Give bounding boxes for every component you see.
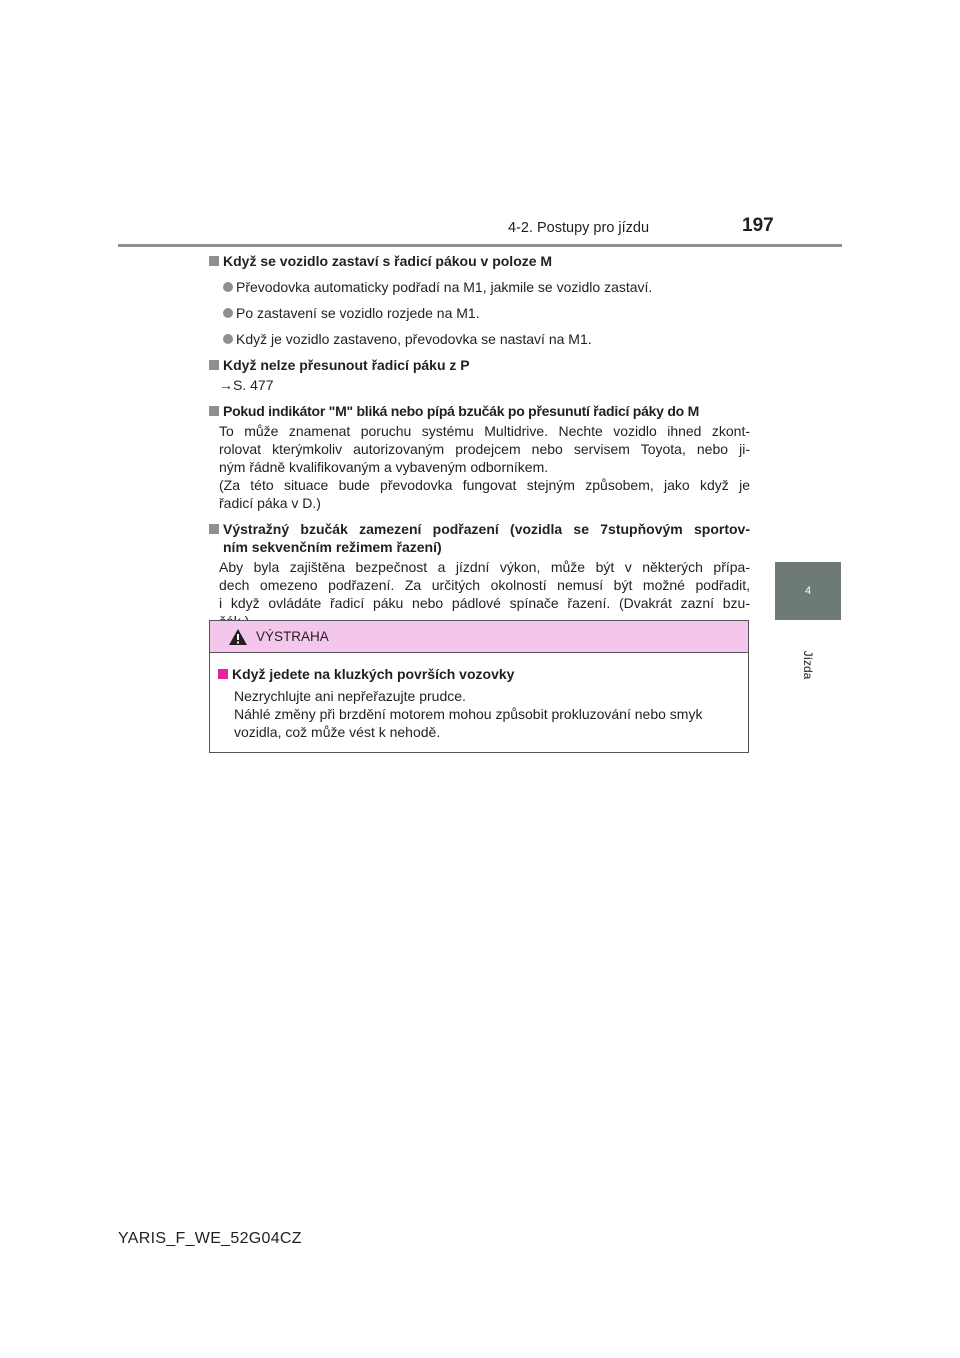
heading-text (223, 520, 750, 556)
section-heading (209, 520, 750, 556)
round-bullet-icon (223, 334, 233, 344)
chapter-number: 4 (804, 585, 812, 597)
footer-code: YARIS_F_WE_52G04CZ (118, 1230, 302, 1247)
warning-header (210, 621, 748, 653)
paragraph-line: rolovat kterýmkoliv autorizovaným prodejcem nebo servisem Toyota, nebo ji- (219, 441, 750, 457)
list-item-text: Převodovka automaticky podřadí na M1, jakmile se vozidlo zastaví. (236, 279, 653, 295)
square-bullet-icon (209, 360, 219, 370)
heading-line: Výstražný bzučák zamezení podřazení (vozidla se 7stupňovým sportov- (223, 521, 750, 537)
paragraph-line: řadicí páka v D.) (219, 495, 321, 511)
square-bullet-icon (209, 406, 219, 416)
paragraph-line: dech omezeno podřazení. Za určitých okolností nemusí být možné podřadit, (219, 577, 750, 593)
page-number: 197 (742, 215, 774, 236)
heading-text: Když jedete na kluzkých površích vozovky (232, 666, 515, 682)
heading-text: Pokud indikátor "M" bliká nebo pípá bzučák po přesunutí řadicí páky do M (223, 403, 700, 419)
paragraph-line: i když ovládáte řadicí páku nebo pádlové spínače řazení. (Dvakrát zazní bzu- (219, 595, 750, 611)
round-bullet-icon (223, 308, 233, 318)
header-rule (118, 244, 842, 247)
warning-line: Náhlé změny při brzdění motorem mohou způsobit prokluzování nebo smyk (234, 706, 703, 722)
section-cannot-shift-from-p (209, 356, 750, 394)
list-item-text: Když je vozidlo zastaveno, převodovka se nastaví na M1. (236, 331, 592, 347)
list-item (209, 304, 750, 322)
list-item (209, 330, 750, 348)
section-m-indicator-flashes (209, 402, 750, 512)
round-bullet-icon (223, 282, 233, 292)
section-heading (209, 252, 750, 270)
warning-heading (218, 665, 740, 683)
list-item-text: Po zastavení se vozidlo rozjede na M1. (236, 305, 480, 321)
page-reference-link[interactable]: →S. 477 (219, 377, 274, 393)
section-downshift-buzzer (209, 520, 750, 630)
content (209, 252, 750, 638)
warning-box (209, 620, 749, 753)
section-heading (209, 402, 750, 420)
list-item (209, 278, 750, 296)
chapter-tab (775, 562, 841, 620)
warning-triangle-icon (228, 628, 248, 646)
paragraph-line: To může znamenat poruchu systému Multidrive. Nechte vozidlo ihned zkont- (219, 423, 750, 439)
square-bullet-icon (209, 256, 219, 266)
paragraph-line: ným řádně kvalifikovaným a vybaveným odborníkem. (219, 459, 549, 475)
chapter-label: Jízda (801, 650, 815, 680)
square-bullet-icon (209, 524, 219, 534)
heading-text: Když nelze přesunout řadicí páku z P (223, 357, 470, 373)
section-stop-in-m (209, 252, 750, 348)
paragraph-line: (Za této situace bude převodovka fungovat stejným způsobem, jako když je (219, 477, 750, 493)
section-heading (209, 356, 750, 374)
warning-line: Nezrychlujte ani nepřeřazujte prudce. (234, 688, 466, 704)
heading-line: ním sekvenčním režimem řazení) (223, 539, 442, 555)
warning-body (210, 653, 748, 741)
warning-line: vozidla, což může vést k nehodě. (234, 724, 441, 740)
section-title: 4-2. Postupy pro jízdu (508, 220, 650, 236)
warning-title: VÝSTRAHA (256, 629, 329, 644)
warning-text (218, 687, 740, 741)
paragraph-line: Aby byla zajištěna bezpečnost a jízdní výkon, může být v některých přípa- (219, 559, 750, 575)
heading-text: Když se vozidlo zastaví s řadicí pákou v poloze M (223, 253, 553, 269)
paragraph (209, 422, 750, 512)
square-bullet-icon (218, 669, 228, 679)
